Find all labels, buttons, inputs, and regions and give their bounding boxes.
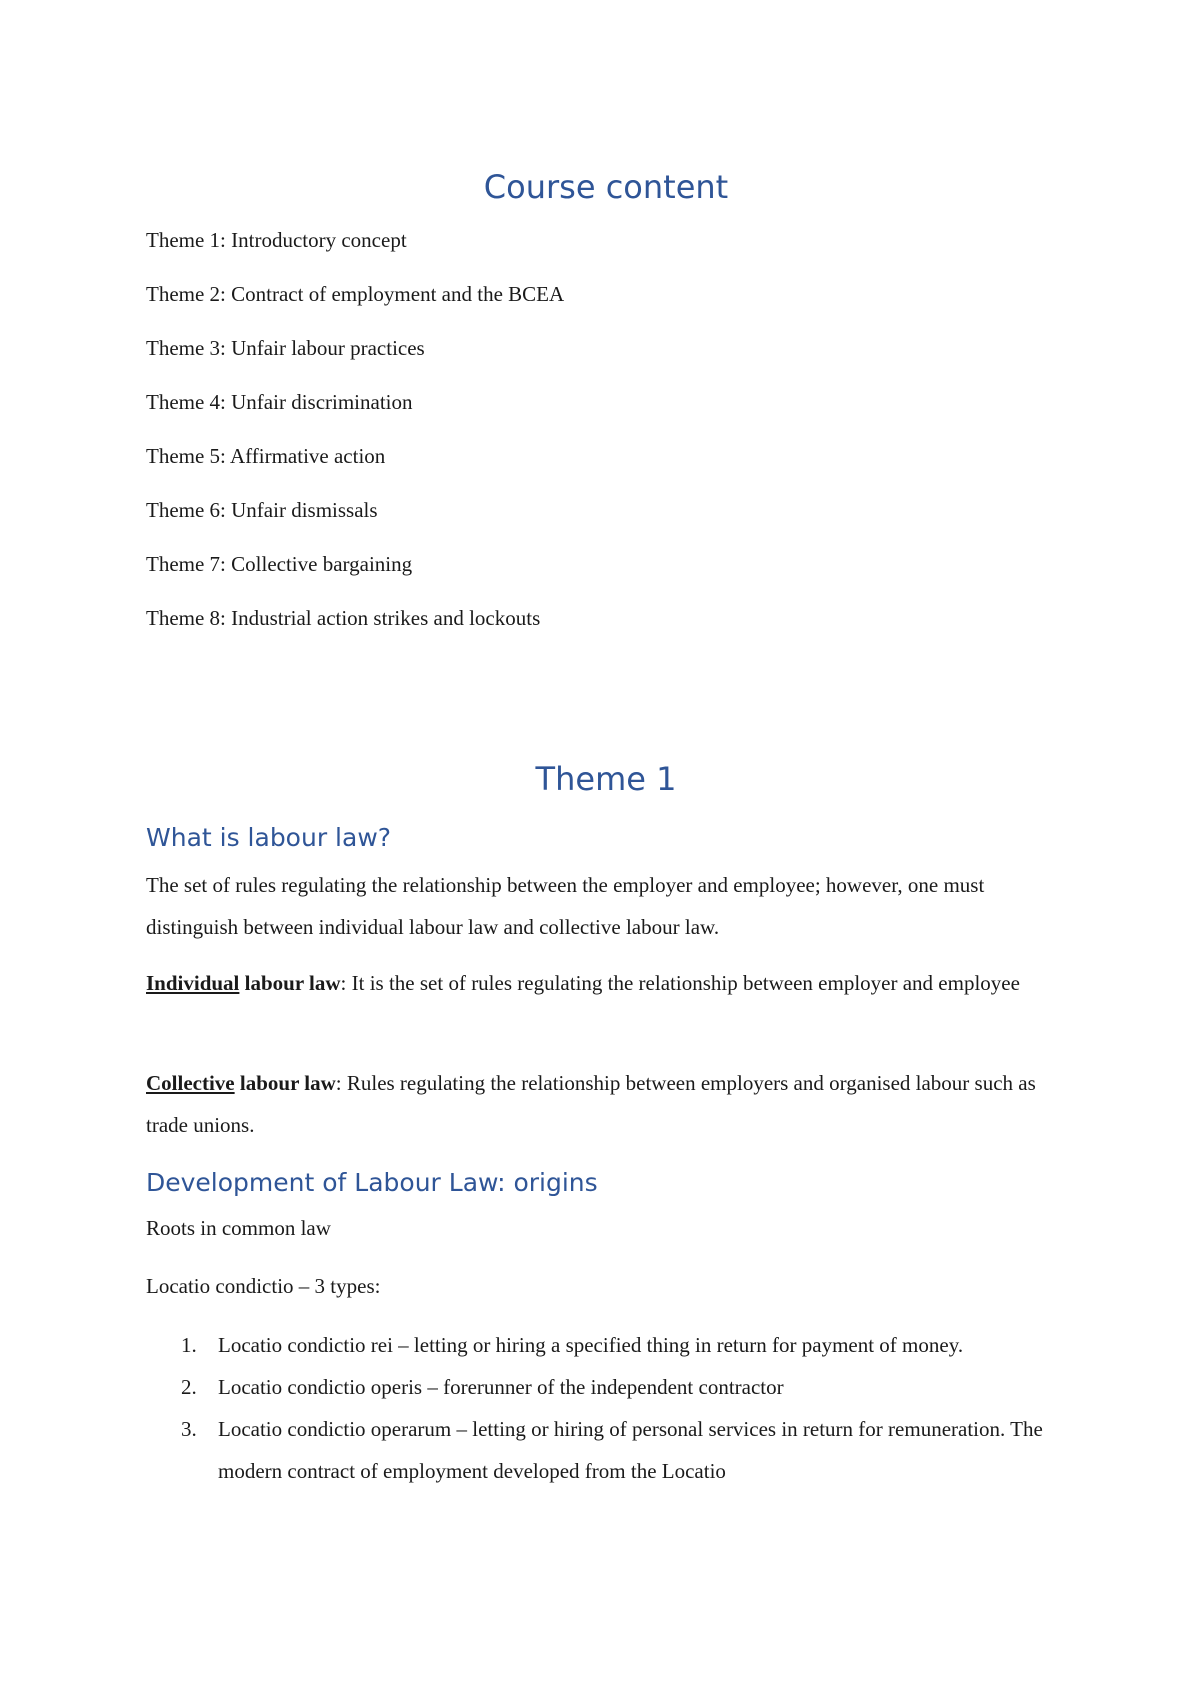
collective-term-rest: labour law	[234, 1071, 336, 1095]
individual-labour-law-definition	[146, 962, 1066, 1004]
theme-list-item: Theme 3: Unfair labour practices	[146, 336, 425, 360]
theme-list-item: Theme 7: Collective bargaining	[146, 552, 413, 576]
list-number: 3.	[181, 1417, 197, 1441]
list-item-text: Locatio condictio operarum – letting or hiring of personal services in return for remuneration. The modern contract of employment developed from the Locatio	[218, 1417, 1043, 1483]
collective-labour-law-definition	[146, 1062, 1066, 1146]
course-content-title: Course content	[483, 168, 729, 206]
locatio-types-list	[146, 1324, 1066, 1492]
what-is-labour-law-heading: What is labour law?	[146, 823, 392, 852]
labour-law-intro: The set of rules regulating the relationship between the employer and employee; however, one must distinguish between individual labour law and collective labour law.	[146, 873, 985, 939]
list-number: 1.	[181, 1333, 197, 1357]
individual-term-rest: labour law	[239, 971, 341, 995]
list-item	[146, 1366, 1066, 1408]
theme-1-title: Theme 1	[535, 760, 677, 798]
locatio-intro: Locatio condictio – 3 types:	[146, 1274, 381, 1298]
individual-term: Individual	[146, 971, 240, 995]
theme-list-item: Theme 4: Unfair discrimination	[146, 390, 413, 414]
theme-list-item: Theme 1: Introductory concept	[146, 228, 407, 252]
list-number: 2.	[181, 1375, 197, 1399]
collective-definition-text: : Rules regulating the relationship between employers and organised labour such as trade unions.	[146, 1071, 1036, 1137]
theme-list-item: Theme 6: Unfair dismissals	[146, 498, 378, 522]
theme-list-item: Theme 2: Contract of employment and the BCEA	[146, 282, 565, 306]
theme-list-item: Theme 8: Industrial action strikes and lockouts	[146, 606, 541, 630]
individual-definition-text: : It is the set of rules regulating the relationship between employer and employee	[340, 971, 1020, 995]
roots-text: Roots in common law	[146, 1216, 331, 1240]
list-item-text: Locatio condictio rei – letting or hiring a specified thing in return for payment of money.	[218, 1333, 964, 1357]
list-item	[146, 1324, 1066, 1366]
theme-list-item: Theme 5: Affirmative action	[146, 444, 386, 468]
list-item-text: Locatio condictio operis – forerunner of the independent contractor	[218, 1375, 784, 1399]
list-item	[146, 1408, 1066, 1492]
development-heading: Development of Labour Law: origins	[146, 1168, 598, 1197]
collective-term: Collective	[146, 1071, 235, 1095]
